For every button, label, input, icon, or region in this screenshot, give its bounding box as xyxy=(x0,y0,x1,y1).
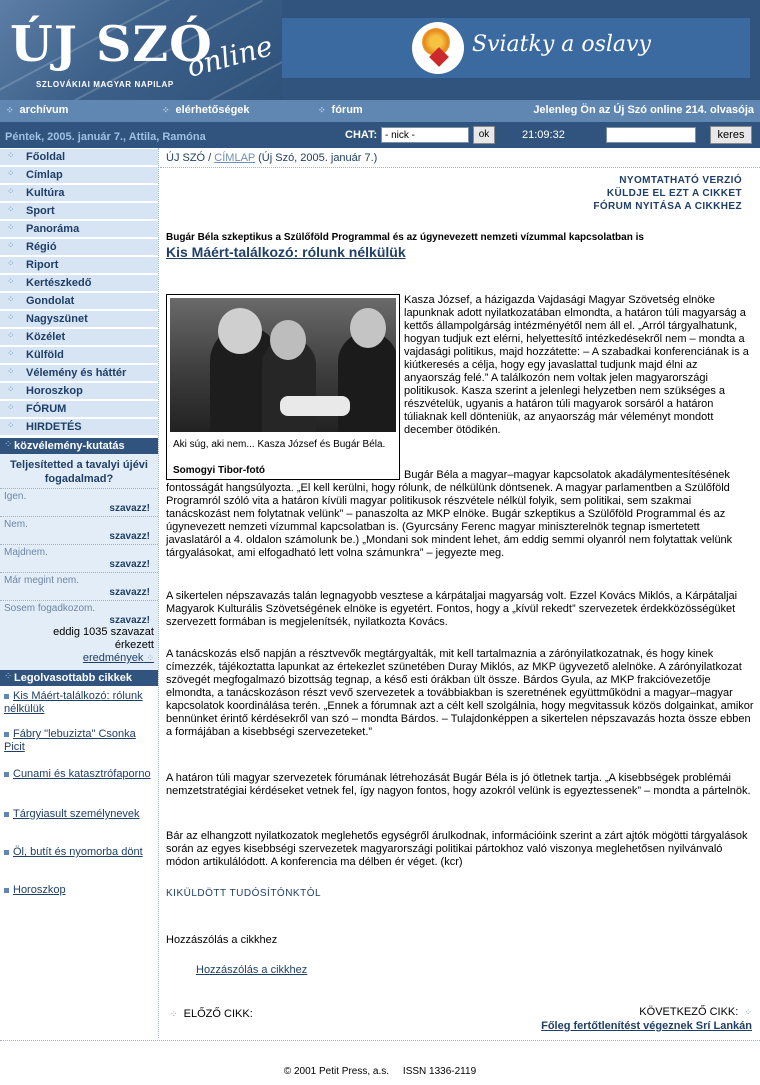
square-bullet-icon xyxy=(4,772,9,777)
photo-credit: Somogyi Tibor-fotó xyxy=(173,465,266,476)
dots-icon: ⁘ xyxy=(162,105,170,115)
square-bullet-icon xyxy=(4,850,9,855)
logo-title: ÚJ SZÓ xyxy=(10,15,213,73)
chat-nick-input[interactable] xyxy=(381,127,469,143)
top-article-3[interactable]: Cunami és katasztrófaporno xyxy=(4,768,154,781)
article-paragraph-3: A sikertelen népszavazás talán legnagyobb vesztese a kárpátaljai magyarság volt. Ezzel Kovács Miklós, a Kárpátaljai Magyarok Kulturális Szövetségének elnöke is egyetért. Fontos, hogy a „kívül rekedt” szervezetek érdekközösségüket szervezett formában is megjelenítsék, nyilatkozta Kovács. xyxy=(166,590,738,628)
square-bullet-icon xyxy=(4,888,9,893)
site-header xyxy=(0,0,760,100)
poll-vote-button-2[interactable]: szavazz! xyxy=(109,531,150,542)
dots-icon: ⁘ xyxy=(7,223,15,233)
dots-icon: ⁘ xyxy=(7,403,15,413)
dots-icon: ⁘ xyxy=(7,277,15,287)
article-photo-box xyxy=(166,294,400,480)
article-paragraph-4: A tanácskozás első napján a résztvevők megtárgyalták, mit kell tartalmaznia a zárónyilatkozatnak, és hogy kinek címezzék, tájékoztatta lapunkat az értekezlet szünetében Duray Miklós, az MKP ügyvezető alelnöke. A zárónyilatkozat szövegét megfogalmazó bizottság tegnap, a késő esti órákban ült össze. Bárdos Gyula, az MKP frakcióvezetője elmondta, a tanácskozáson részt vevő szervezetek a továbbiakban is szeretnének együttműködni a magyar–magyar kapcsolatok koordinálása terén. „Ennek a fórumnak azt a célt kell szolgálnia, hogy megvitassuk közös dolgainkat, amikor bennünket érintő kérdésekről van szó – mondta Bárdos. – Tulajdonképpen a sikertelen népszavazás hozta össze ebben a formájában a kisebbségi szervezeteket.” xyxy=(166,648,754,738)
poll-option-4: Már megint nem. xyxy=(4,575,80,586)
menu-item-nagyszunet[interactable]: ⁘ Nagyszünet xyxy=(0,311,158,328)
flower-heart-icon xyxy=(412,22,464,74)
divider xyxy=(0,1040,760,1041)
menu-item-regio[interactable]: ⁘ Régió xyxy=(0,239,158,256)
dots-icon: ⁘ xyxy=(4,671,13,682)
menu-item-gondolat[interactable]: ⁘ Gondolat xyxy=(0,293,158,310)
search-button[interactable]: keres xyxy=(710,126,752,144)
poll-heading: ⁘ közvélemény-kutatás xyxy=(0,438,158,454)
article-photo xyxy=(170,298,396,432)
menu-item-velemeny[interactable]: ⁘ Vélemény és háttér xyxy=(0,365,158,382)
breadcrumb-section-link[interactable]: CÍMLAP xyxy=(214,152,256,164)
dots-icon: ⁘ xyxy=(7,169,15,179)
square-bullet-icon xyxy=(4,812,9,817)
dots-icon: ⁘ xyxy=(146,653,154,663)
menu-item-forum[interactable]: ⁘ FÓRUM xyxy=(0,401,158,418)
logo-online: online xyxy=(183,29,277,84)
menu-item-kozelet[interactable]: ⁘ Közélet xyxy=(0,329,158,346)
breadcrumb-date: (Új Szó, 2005. január 7.) xyxy=(255,152,378,164)
comments-title: Hozzászólás a cikkhez xyxy=(166,934,278,946)
article-paragraph-5: A határon túli magyar szervezetek fórumának létrehozását Bugár Béla is jó ötletnek tartja. „A kisebbségek problémái nemzetstratégiai kérdéseket vetnek fel, így nagyon fontos, hogy azokról velünk is egyeztessenek” – mondta a pártelnök. xyxy=(166,772,751,797)
next-article-link[interactable]: Főleg fertőtlenítést végeznek Srí Lankán xyxy=(541,1020,752,1032)
menu-item-sport[interactable]: ⁘ Sport xyxy=(0,203,158,220)
poll-vote-button-5[interactable]: szavazz! xyxy=(109,615,150,626)
square-bullet-icon xyxy=(4,694,9,699)
dots-icon: ⁘ xyxy=(7,313,15,323)
article-kicker: Bugár Béla szkeptikus a Szülőföld Programmal és az úgynevezett nemzeti vízummal kapcsolatban is xyxy=(166,232,644,243)
poll-vote-button-1[interactable]: szavazz! xyxy=(109,503,150,514)
column-divider xyxy=(158,148,160,1038)
menu-item-riport[interactable]: ⁘ Riport xyxy=(0,257,158,274)
ad-banner[interactable] xyxy=(282,18,750,78)
article-paragraph-2: Bugár Béla a magyar–magyar kapcsolatok akadálymentesítésének fontosságát hangsúlyozta. „El kell kerülni, hogy rólunk, de nélkülünk döntsenek. A magyar parlamentben a Szülőföld Programról szóló vita a határon kívüli magyar politikusok részvétele nélkül folyik, sem politikai, sem szakmai tanácskozást nem folytatnak velünk” – panaszolta az MKP elnöke. Bugár szkeptikus a Szülőföld Programmal és az úgynevezett nemzeti vízummal kapcsolatban is. (Gyurcsány Ferenc magyar miniszterelnök tegnap ismertetett javaslatáról a 4. oldalon számolunk be.) „Mondani sok mindent lehet, ám eddig semmi olyanról nem folytattak velünk tárgyalásokat, ami elfogadható lett volna számunkra” – jegyezte meg. xyxy=(166,469,733,559)
dots-icon: ⁘ xyxy=(7,205,15,215)
dots-icon: ⁘ xyxy=(6,105,14,115)
article-headline[interactable]: Kis Máért-találkozó: rólunk nélkülük xyxy=(166,244,406,260)
poll-vote-button-4[interactable]: szavazz! xyxy=(109,587,150,598)
menu-item-kulfold[interactable]: ⁘ Külföld xyxy=(0,347,158,364)
poll-option-2: Nem. xyxy=(4,519,28,530)
send-article-link[interactable]: KÜLDJE EL EZT A CIKKET xyxy=(606,188,742,199)
top-article-2[interactable]: Fábry "lebuzizta" Csonka Picit xyxy=(4,728,136,753)
top-article-6[interactable]: Horoszkop xyxy=(4,884,154,897)
print-version-link[interactable]: NYOMTATHATÓ VERZIÓ xyxy=(619,175,742,186)
logo-subtitle: SZLOVÁKIAI MAGYAR NAPILAP xyxy=(36,80,174,89)
top-nav xyxy=(0,100,760,122)
menu-item-kerteszkedo[interactable]: ⁘ Kertészkedő xyxy=(0,275,158,292)
poll-vote-button-3[interactable]: szavazz! xyxy=(109,559,150,570)
top-articles-heading: ⁘ Legolvasottabb cikkek xyxy=(0,670,158,686)
nav-forum[interactable]: ⁘ fórum xyxy=(318,104,363,116)
dots-icon: ⁘ xyxy=(7,331,15,341)
menu-item-kultura[interactable]: ⁘ Kultúra xyxy=(0,185,158,202)
top-article-1[interactable]: Kis Máért-találkozó: rólunk nélkülük xyxy=(4,690,143,715)
top-article-4[interactable]: Tárgyiasult személynevek xyxy=(4,808,154,821)
previous-article-link[interactable]: ⁘ ELŐZŐ CIKK: xyxy=(170,1008,253,1020)
site-logo[interactable] xyxy=(0,0,282,100)
poll-results-link[interactable]: eredmények ⁘ xyxy=(82,652,154,664)
poll-option-1: Igen. xyxy=(4,491,27,502)
article-paragraph-1: Kasza József, a házigazda Vajdasági Magyar Szövetség elnöke lapunknak adott nyilatkozatában elmondta, a határon túli magyarság a kettős állampolgárság intézményétől nem áll el. „Arról tárgyalhatunk, hogyan tudjuk ezt elérni, helyettesítő intézkedésekről nem – mondta a vajdasági politikus, majd hozzátette: – A szabadkai konferenciának is a kiútkeresés a célja, hogy egy javaslattal tudjunk majd élni az anyaország felé.” A találkozón nem voltak jelen magyarországi politikusok. Kasza szerint a jelenlegi helyzetben nem szükséges a részvételük, ugyanis a határon túli magyarok sorsáról a határon túliaknak kell dönteniük, az anyaország már véleményt mondott december ötödikén. xyxy=(404,294,749,436)
square-bullet-icon xyxy=(4,732,9,737)
nav-contacts[interactable]: ⁘ elérhetőségek xyxy=(162,104,250,116)
poll-option-3: Majdnem. xyxy=(4,547,48,558)
menu-item-horoszkop[interactable]: ⁘ Horoszkop xyxy=(0,383,158,400)
date-nameday: Péntek, 2005. január 7., Attila, Ramóna xyxy=(5,131,206,143)
dots-icon: ⁘ xyxy=(744,1007,752,1017)
breadcrumb-site: ÚJ SZÓ xyxy=(166,152,206,164)
dots-icon: ⁘ xyxy=(7,259,15,269)
poll-count: eddig 1035 szavazat érkezett xyxy=(53,626,154,651)
visitor-counter: Jelenleg Ön az Új Szó online 214. olvasója xyxy=(533,104,754,116)
menu-item-panorama[interactable]: ⁘ Panoráma xyxy=(0,221,158,238)
search-input[interactable] xyxy=(606,127,696,143)
poll-option-5: Sosem fogadkozom. xyxy=(4,603,96,614)
divider xyxy=(160,167,760,168)
dots-icon: ⁘ xyxy=(7,385,15,395)
breadcrumb: ÚJ SZÓ / CÍMLAP (Új Szó, 2005. január 7.) xyxy=(166,152,378,164)
menu-item-fooldal[interactable]: ⁘ Főoldal xyxy=(0,149,158,166)
dots-icon: ⁘ xyxy=(4,439,13,450)
dots-icon: ⁘ xyxy=(318,105,326,115)
dots-icon: ⁘ xyxy=(7,295,15,305)
menu-item-cimlap[interactable]: ⁘ Címlap xyxy=(0,167,158,184)
clock: 21:09:32 xyxy=(522,129,565,141)
banner-text: Sviatky a oslavy xyxy=(472,32,651,57)
dots-icon: ⁘ xyxy=(7,187,15,197)
photo-caption: Aki súg, aki nem... Kasza József és Bugár Béla. xyxy=(173,439,386,450)
footer-copyright: © 2001 Petit Press, a.s. ISSN 1336-2119 xyxy=(283,1066,477,1077)
dots-icon: ⁘ xyxy=(7,349,15,359)
dots-icon: ⁘ xyxy=(7,421,15,431)
reporter-credit: KIKÜLDÖTT TUDÓSÍTÓNKTÓL xyxy=(166,888,322,899)
open-forum-link[interactable]: FÓRUM NYITÁSA A CIKKHEZ xyxy=(593,201,742,212)
chat-ok-button[interactable]: ok xyxy=(473,126,495,144)
poll-question: Teljesítetted a tavalyi újévi fogadalmad? xyxy=(10,459,148,485)
nav-archive[interactable]: ⁘ archívum xyxy=(6,104,69,116)
menu-item-hirdetes[interactable]: ⁘ HIRDETÉS xyxy=(0,419,158,436)
dots-icon: ⁘ xyxy=(170,1009,178,1019)
article-paragraph-6: Bár az elhangzott nyilatkozatok meglehetős egységről árulkodnak, információink szerint a zárt ajtók mögötti tárgyalások során az egyes kisebbségi szervezetek magyarországi politikai pártokhoz való viszonya meglehetősen nyilvánvaló módon artikulálódott. A konferencia ma délben ér véget. (kcr) xyxy=(166,830,748,868)
dots-icon: ⁘ xyxy=(7,367,15,377)
next-article-label: KÖVETKEZŐ CIKK: ⁘ xyxy=(639,1006,752,1018)
poll xyxy=(0,454,158,672)
comments-link[interactable]: Hozzászólás a cikkhez xyxy=(196,964,308,976)
dots-icon: ⁘ xyxy=(7,241,15,251)
top-article-5[interactable]: Öl, butít és nyomorba dönt xyxy=(4,846,154,859)
sidebar xyxy=(0,148,158,1038)
chat-label: CHAT: xyxy=(345,129,378,141)
info-bar xyxy=(0,122,760,148)
dots-icon: ⁘ xyxy=(7,151,15,161)
